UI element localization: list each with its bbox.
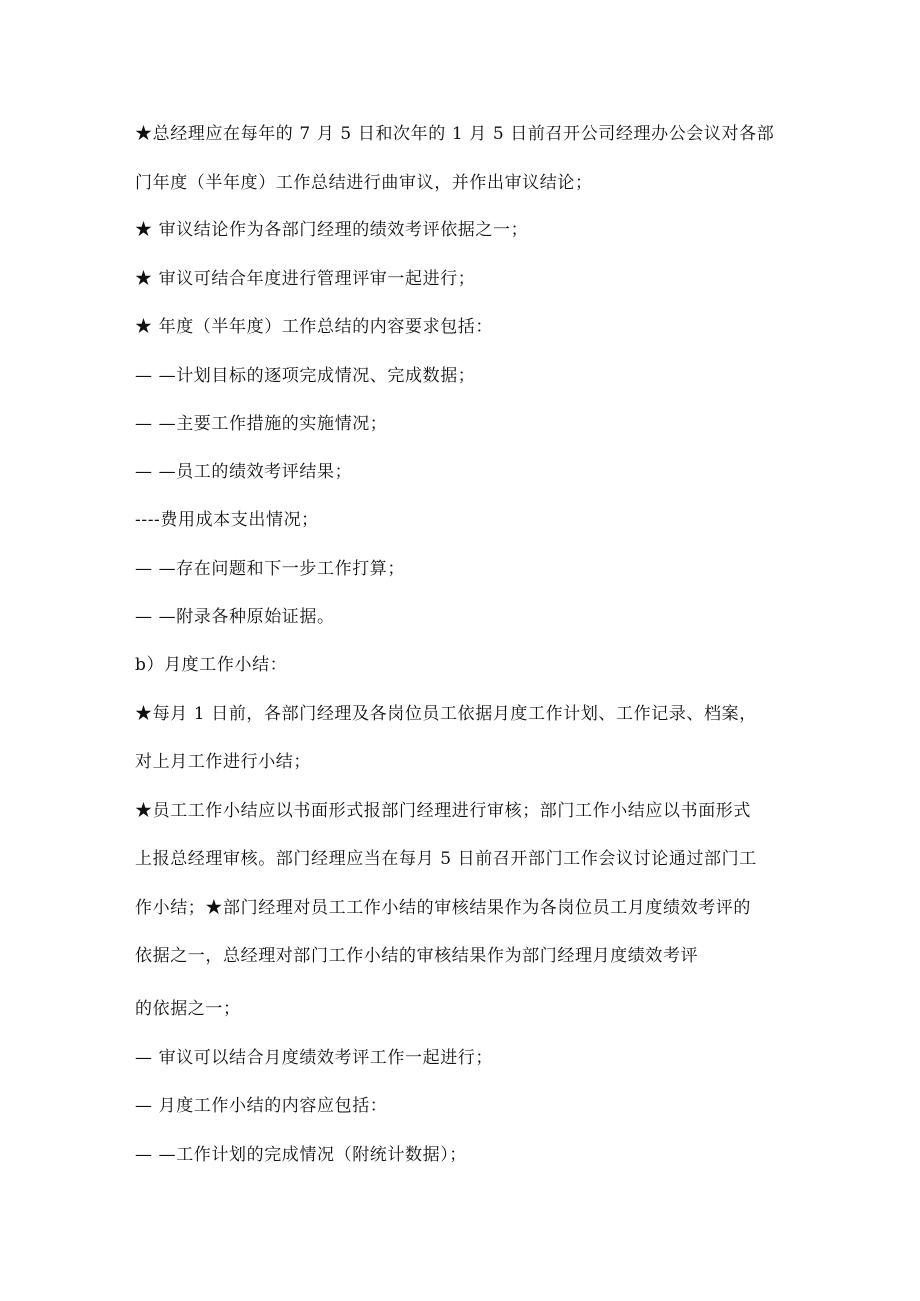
paragraph-line: ★总经理应在每年的 7 月 5 日和次年的 1 月 5 日前召开公司经理办公会议对各部 xyxy=(135,124,775,144)
paragraph-line: 上报总经理审核。部门经理应当在每月 5 日前召开部门工作会议讨论通过部门工 xyxy=(135,849,757,869)
list-item: ★ 年度（半年度）工作总结的内容要求包括： xyxy=(135,317,494,337)
list-item: ----费用成本支出情况； xyxy=(135,510,319,530)
list-item: — —计划目标的逐项完成情况、完成数据； xyxy=(135,366,476,386)
paragraph-line: 对上月工作进行小结； xyxy=(135,752,311,772)
list-item: — —主要工作措施的实施情况； xyxy=(135,414,388,434)
paragraph-line: ★员工工作小结应以书面形式报部门经理进行审核；部门工作小结应以书面形式 xyxy=(135,801,751,821)
paragraph-line: ★每月 1 日前，各部门经理及各岗位员工依据月度工作计划、工作记录、档案， xyxy=(135,704,757,724)
list-item: — —工作计划的完成情况（附统计数据）； xyxy=(135,1145,467,1165)
section-heading: b）月度工作小结： xyxy=(135,655,288,675)
list-item: ★ 审议结论作为各部门经理的绩效考评依据之一； xyxy=(135,220,529,240)
paragraph-line: 的依据之一； xyxy=(135,999,241,1019)
paragraph-line: 门年度（半年度）工作总结进行曲审议，并作出审议结论； xyxy=(135,173,593,193)
list-item: — —员工的绩效考评结果； xyxy=(135,462,353,482)
list-item: ★ 审议可结合年度进行管理评审一起进行； xyxy=(135,269,476,289)
list-item: — 审议可以结合月度绩效考评工作一起进行； xyxy=(135,1048,494,1068)
list-item: — 月度工作小结的内容应包括： xyxy=(135,1096,388,1116)
list-item: — —附录各种原始证据。 xyxy=(135,607,335,627)
paragraph-line: 作小结；★部门经理对员工工作小结的审核结果作为各岗位员工月度绩效考评的 xyxy=(135,898,751,918)
paragraph-line: 依据之一，总经理对部门工作小结的审核结果作为部门经理月度绩效考评 xyxy=(135,946,699,966)
list-item: — —存在问题和下一步工作打算； xyxy=(135,559,406,579)
